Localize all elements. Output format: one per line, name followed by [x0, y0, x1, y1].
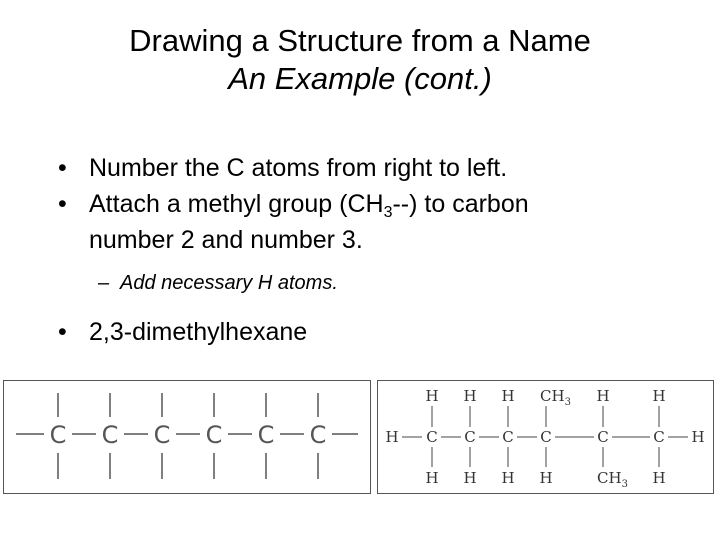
carbon-skeleton-svg: [4, 381, 370, 493]
methyl-base: CH: [597, 469, 622, 487]
bullet-glyph: •: [58, 190, 67, 218]
carbon-atom: C: [101, 421, 119, 449]
bullet-text-2-post: --) to carbon: [392, 190, 529, 218]
methyl-subscript: 3: [621, 479, 628, 490]
hydrogen-atom: H: [501, 469, 515, 487]
carbon-atom: C: [49, 421, 67, 449]
hydrogen-atom: H: [463, 387, 477, 405]
carbon-atom: C: [597, 428, 609, 446]
hydrogen-atom: H: [425, 387, 439, 405]
bullet-list: [58, 150, 698, 350]
carbon-atom: C: [205, 421, 223, 449]
hydrogen-atom: H: [501, 387, 515, 405]
bullet-text-2-cont: number 2 and number 3.: [89, 226, 363, 254]
methyl-group: [540, 387, 571, 408]
bullet-item-2: [58, 186, 698, 258]
slide-title: [0, 22, 720, 98]
bullet-item-3: [58, 314, 698, 350]
hydrogen-atom: H: [652, 387, 666, 405]
title-line-2: An Example (cont.): [228, 61, 492, 96]
carbon-atom: C: [540, 428, 552, 446]
carbon-atom: C: [153, 421, 171, 449]
bullet-glyph: •: [58, 154, 67, 182]
hydrogen-atom: H: [691, 428, 705, 446]
hydrogen-atom: H: [539, 469, 553, 487]
bullet-text-2-pre: Attach a methyl group (CH: [89, 190, 384, 218]
carbon-atom: C: [464, 428, 476, 446]
carbon-atom: C: [653, 428, 665, 446]
dimethylhexane-structure-svg: [378, 381, 713, 493]
carbon-atom: C: [502, 428, 514, 446]
bullet-text-3: 2,3-dimethylhexane: [89, 318, 308, 346]
bullet-glyph: •: [58, 318, 67, 346]
hydrogen-atom: H: [596, 387, 610, 405]
carbon-atom: C: [426, 428, 438, 446]
hydrogen-atom: H: [463, 469, 477, 487]
bullet-text-1: Number the C atoms from right to left.: [89, 154, 508, 182]
dimethylhexane-structure-image: [377, 380, 714, 494]
title-line-1: Drawing a Structure from a Name: [129, 23, 591, 58]
methyl-base: CH: [540, 387, 565, 405]
carbon-skeleton-image: [3, 380, 371, 494]
hydrogen-atom: H: [652, 469, 666, 487]
bullet-item-1: [58, 150, 698, 186]
hydrogen-atom: H: [425, 469, 439, 487]
sub-bullet-dash: –: [98, 272, 110, 294]
methyl-group: [597, 469, 628, 490]
sub-bullet: [58, 268, 698, 298]
carbon-atom: C: [309, 421, 327, 449]
subscript-3: 3: [383, 204, 393, 221]
sub-bullet-text: Add necessary H atoms.: [120, 272, 338, 294]
carbon-atom: C: [257, 421, 275, 449]
methyl-subscript: 3: [564, 397, 571, 408]
hydrogen-atom: H: [385, 428, 399, 446]
